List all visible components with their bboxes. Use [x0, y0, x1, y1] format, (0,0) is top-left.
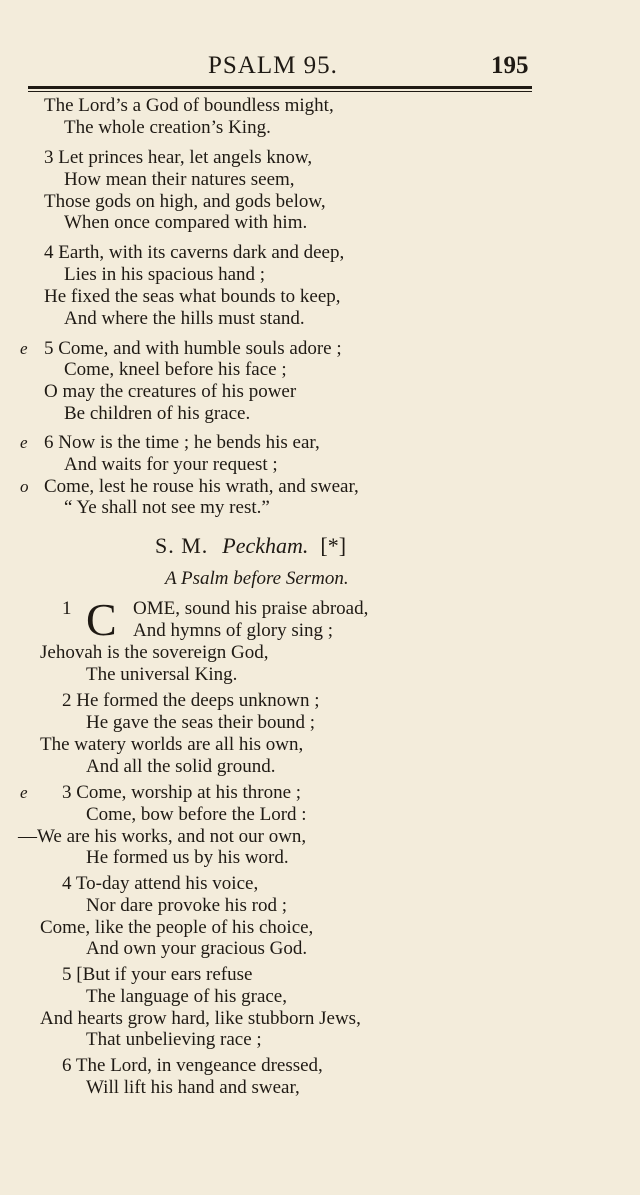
- verse-line: Lies in his spacious hand ;: [64, 264, 266, 285]
- verse-line: 4 To-day attend his voice,: [62, 873, 259, 894]
- verse-line: The watery worlds are all his own,: [40, 734, 304, 755]
- verse-line: OME, sound his praise abroad,: [133, 598, 369, 619]
- verse-line: And all the solid ground.: [86, 756, 276, 777]
- verse-line: 5 [But if your ears refuse: [62, 964, 253, 985]
- margin-mark: o: [20, 477, 29, 496]
- verse-line: He formed us by his word.: [86, 847, 289, 868]
- header-rule-thin: [28, 91, 532, 92]
- margin-mark: e: [20, 339, 28, 358]
- verse-line: 2 He formed the deeps unknown ;: [62, 690, 320, 711]
- verse-line: —We are his works, and not our own,: [18, 826, 307, 847]
- margin-mark: e: [20, 433, 28, 452]
- verse-line: And hymns of glory sing ;: [133, 620, 334, 641]
- verse-line: 6 Now is the time ; he bends his ear,: [44, 432, 320, 453]
- verse-line: When once compared with him.: [64, 212, 308, 233]
- verse-line: 3 Let princes hear, let angels know,: [44, 147, 313, 168]
- verse-line: Be children of his grace.: [64, 403, 251, 424]
- hymn-subtitle: A Psalm before Sermon.: [165, 568, 349, 589]
- header-rule: [28, 86, 532, 89]
- verse-line: Will lift his hand and swear,: [86, 1077, 300, 1098]
- verse-line: Come, like the people of his choice,: [40, 917, 314, 938]
- verse-number: 1: [62, 598, 72, 619]
- verse-line: He gave the seas their bound ;: [86, 712, 315, 733]
- verse-line: 5 Come, and with humble souls adore ;: [44, 338, 342, 359]
- tune-name: Peckham.: [222, 533, 309, 558]
- verse-line: Jehovah is the sovereign God,: [40, 642, 269, 663]
- verse-line: Come, bow before the Lord :: [86, 804, 307, 825]
- margin-mark: e: [20, 783, 28, 802]
- verse-line: Come, kneel before his face ;: [64, 359, 287, 380]
- verse-line: 6 The Lord, in vengeance dressed,: [62, 1055, 323, 1076]
- verse-line: The universal King.: [86, 664, 238, 685]
- verse-line: And hearts grow hard, like stubborn Jews,: [40, 1008, 361, 1029]
- tune-meter: S. M.: [155, 533, 209, 558]
- verse-line: He fixed the seas what bounds to keep,: [44, 286, 341, 307]
- page-number: 195: [491, 52, 529, 79]
- tune-heading: [155, 533, 346, 559]
- verse-line: And waits for your request ;: [64, 454, 278, 475]
- tune-mark: [*]: [320, 533, 347, 558]
- verse-line: Those gods on high, and gods below,: [44, 191, 326, 212]
- drop-cap: C: [86, 594, 117, 645]
- verse-line: O may the creatures of his power: [44, 381, 297, 402]
- verse-line: How mean their natures seem,: [64, 169, 295, 190]
- verse-line: “ Ye shall not see my rest.”: [64, 497, 270, 518]
- verse-line: That unbelieving race ;: [86, 1029, 262, 1050]
- verse-line: Nor dare provoke his rod ;: [86, 895, 288, 916]
- verse-line: And where the hills must stand.: [64, 308, 305, 329]
- verse-line: Come, lest he rouse his wrath, and swear,: [44, 476, 359, 497]
- running-header-title: PSALM 95.: [208, 52, 338, 79]
- verse-line: The whole creation’s King.: [64, 117, 271, 138]
- verse-line: 4 Earth, with its caverns dark and deep,: [44, 242, 345, 263]
- verse-line: And own your gracious God.: [86, 938, 308, 959]
- verse-line: 3 Come, worship at his throne ;: [62, 782, 302, 803]
- verse-line: The language of his grace,: [86, 986, 287, 1007]
- verse-line: The Lord’s a God of boundless might,: [44, 95, 334, 116]
